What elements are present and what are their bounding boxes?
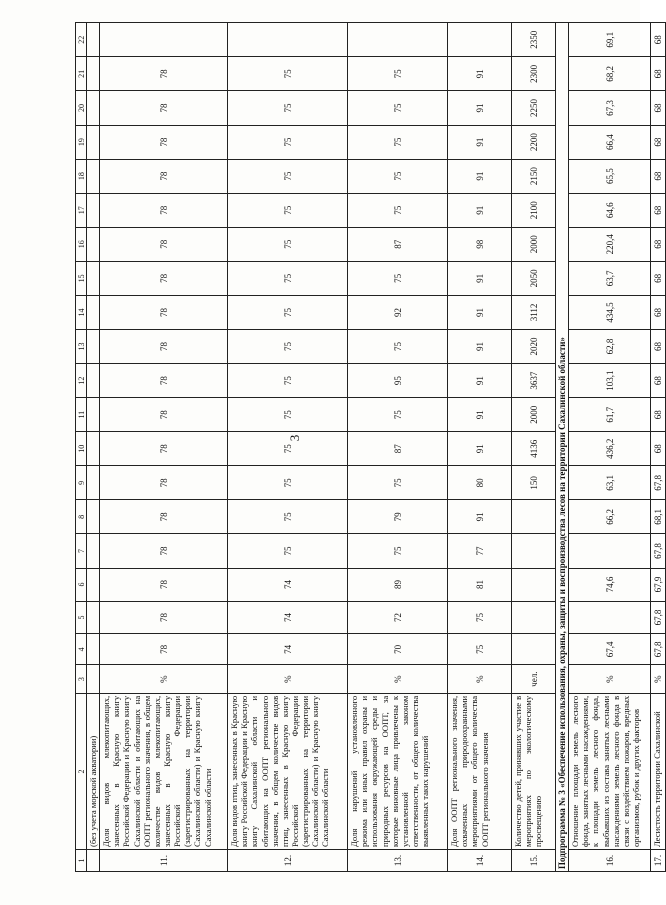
value-cell: 80	[448, 466, 512, 500]
table-cell	[87, 23, 100, 57]
value-cell: 68,2	[569, 57, 651, 91]
value-cell: 75	[228, 159, 348, 193]
value-cell: 2350	[512, 23, 556, 57]
table-cell	[87, 364, 100, 398]
value-cell: 75	[348, 57, 448, 91]
value-cell: 78	[100, 432, 228, 466]
table-cell	[87, 850, 100, 872]
value-cell: 75	[348, 91, 448, 125]
value-cell: 62,8	[569, 329, 651, 363]
column-number-cell: 20	[76, 91, 87, 125]
value-cell: 78	[100, 193, 228, 227]
value-cell: 68	[651, 57, 666, 91]
value-cell: 68	[651, 91, 666, 125]
value-cell: 65,5	[569, 159, 651, 193]
value-cell: 68	[651, 364, 666, 398]
value-cell: 89	[348, 568, 448, 601]
table-cell	[87, 398, 100, 432]
column-number-cell: 4	[76, 634, 87, 665]
value-cell: 91	[448, 329, 512, 363]
column-number-cell: 22	[76, 23, 87, 57]
value-cell: 75	[228, 398, 348, 432]
value-cell: 79	[348, 500, 448, 534]
column-number-cell: 1	[76, 850, 87, 872]
value-cell: 68	[651, 125, 666, 159]
value-cell: 68	[651, 227, 666, 261]
value-cell: 78	[100, 601, 228, 634]
value-cell: 75	[228, 500, 348, 534]
row-unit: чел.	[512, 665, 556, 694]
row-number: 12.	[228, 850, 348, 872]
value-cell: 2000	[512, 398, 556, 432]
value-cell: 75	[228, 91, 348, 125]
table-row	[348, 23, 448, 872]
value-cell: 2250	[512, 91, 556, 125]
value-cell	[512, 534, 556, 568]
row-unit: %	[651, 665, 666, 694]
value-cell: 87	[348, 227, 448, 261]
row-name: Доля видов млекопитающих, занесенных в Красную книгу Российской Федерации и Красную книгу Сахалинской области и обитающих на ООПТ регионального значения, в общем количестве видов млекопитающих, занесенных в Красную книгу Российской Федерации (зарегистрированных на территории Сахалинской области) и Красную книгу Сахалинской области	[100, 693, 228, 849]
table-row	[569, 23, 651, 872]
column-number-cell: 7	[76, 534, 87, 568]
table-row	[448, 23, 512, 872]
value-cell: 61,7	[569, 398, 651, 432]
value-cell: 74	[228, 568, 348, 601]
value-cell: 78	[100, 57, 228, 91]
table-cell	[87, 534, 100, 568]
value-cell: 91	[448, 57, 512, 91]
value-cell: 74,6	[569, 568, 651, 601]
value-cell: 68	[651, 432, 666, 466]
value-cell: 91	[448, 159, 512, 193]
value-cell: 75	[348, 534, 448, 568]
value-cell: 2300	[512, 57, 556, 91]
value-cell: 98	[448, 227, 512, 261]
column-number-cell: 3	[76, 665, 87, 694]
column-number-cell: 12	[76, 364, 87, 398]
value-cell: 2100	[512, 193, 556, 227]
value-cell: 75	[348, 329, 448, 363]
row-number: 14.	[448, 850, 512, 872]
value-cell: 2200	[512, 125, 556, 159]
value-cell: 75	[348, 466, 448, 500]
value-cell: 2050	[512, 261, 556, 295]
value-cell: 92	[348, 295, 448, 329]
row-name: Количество детей, принявших участие в мероприятиях по экологическому просвещению	[512, 693, 556, 849]
value-cell: 63,1	[569, 466, 651, 500]
row-unit: %	[448, 665, 512, 694]
value-cell: 68	[651, 159, 666, 193]
value-cell: 75	[348, 125, 448, 159]
value-cell: 64,6	[569, 193, 651, 227]
value-cell	[512, 568, 556, 601]
row-name: Доля видов птиц, занесенных в Красную книгу Российской Федерации и Красную книгу Сахалинской области и обитающих на ООПТ регионального значения, в общем количестве видов птиц, занесенных в Красную книгу Российской Федерации (зарегистрированных на территории Сахалинской области) и Красную книгу Сахалинской области	[228, 693, 348, 849]
table-cell	[87, 500, 100, 534]
table-row	[87, 23, 100, 872]
table-row	[228, 23, 348, 872]
value-cell: 81	[448, 568, 512, 601]
value-cell: 436,2	[569, 432, 651, 466]
value-cell: 95	[348, 364, 448, 398]
value-cell: 74	[228, 601, 348, 634]
value-cell: 78	[100, 398, 228, 432]
column-number-cell: 9	[76, 466, 87, 500]
row-unit: %	[569, 665, 651, 694]
table-body	[76, 23, 666, 872]
value-cell: 91	[448, 364, 512, 398]
value-cell: 75	[228, 432, 348, 466]
value-cell	[348, 23, 448, 57]
value-cell	[512, 601, 556, 634]
value-cell	[512, 634, 556, 665]
value-cell: 75	[228, 57, 348, 91]
column-number-cell: 11	[76, 398, 87, 432]
value-cell: 220,4	[569, 227, 651, 261]
value-cell: 75	[348, 261, 448, 295]
column-number-cell: 6	[76, 568, 87, 601]
value-cell: 91	[448, 193, 512, 227]
value-cell	[100, 23, 228, 57]
value-cell: 75	[348, 159, 448, 193]
row-number: 13.	[348, 850, 448, 872]
value-cell: 68	[651, 261, 666, 295]
table-cell	[87, 568, 100, 601]
page-number: 3	[287, 434, 302, 442]
table-cell	[87, 91, 100, 125]
row-name: Доля ООПТ регионального значения, охваченных природоохранными мероприятиями от общего количества ООПТ регионального значения	[448, 693, 512, 849]
value-cell: 87	[348, 432, 448, 466]
table-row	[100, 23, 228, 872]
value-cell: 91	[448, 261, 512, 295]
indicator-table	[75, 22, 666, 872]
value-cell: 91	[448, 398, 512, 432]
column-number-cell: 21	[76, 57, 87, 91]
table-cell	[87, 159, 100, 193]
value-cell	[512, 500, 556, 534]
row-name: Отношение площади земель лесного фонда, занятых лесными насаждениями, к площади земель лесного фонда, выбывших из состава занятых лесными насаждениями земель лесного фонда в связи с воздействием пожаров, вредных организмов, рубок и других факторов	[569, 693, 651, 849]
value-cell: 75	[228, 329, 348, 363]
value-cell: 78	[100, 500, 228, 534]
value-cell: 67,3	[569, 91, 651, 125]
row-unit: %	[348, 665, 448, 694]
row-unit: %	[228, 665, 348, 694]
value-cell: 78	[100, 634, 228, 665]
value-cell: 78	[100, 466, 228, 500]
value-cell: 75	[448, 634, 512, 665]
row-name: Лесистость территории Сахалинской	[651, 693, 666, 849]
table-cell	[87, 329, 100, 363]
value-cell: 68,1	[651, 500, 666, 534]
value-cell: 75	[228, 125, 348, 159]
table-cell	[87, 466, 100, 500]
column-number-row	[76, 23, 87, 872]
top-row-text: (без учета морской акватории)	[87, 693, 100, 849]
column-number-cell: 2	[76, 693, 87, 849]
value-cell: 63,7	[569, 261, 651, 295]
section-row	[556, 23, 569, 872]
column-number-cell: 10	[76, 432, 87, 466]
value-cell: 78	[100, 125, 228, 159]
table-cell	[87, 227, 100, 261]
value-cell: 91	[448, 125, 512, 159]
value-cell: 78	[100, 534, 228, 568]
value-cell: 4136	[512, 432, 556, 466]
value-cell: 91	[448, 432, 512, 466]
column-number-cell: 14	[76, 295, 87, 329]
value-cell: 75	[228, 534, 348, 568]
value-cell: 75	[448, 601, 512, 634]
value-cell: 78	[100, 295, 228, 329]
value-cell: 74	[228, 634, 348, 665]
value-cell: 103,1	[569, 364, 651, 398]
value-cell: 77	[448, 534, 512, 568]
value-cell: 75	[228, 364, 348, 398]
table-cell	[87, 193, 100, 227]
value-cell: 2150	[512, 159, 556, 193]
table-cell	[87, 634, 100, 665]
value-cell: 78	[100, 227, 228, 261]
row-name: Доля нарушений установленного режима или иных правил охраны и использования окружающей среды и природных ресурсов на ООПТ, за которые виновные лица привлечены к установленной законом ответственности, от общего количества выявленных таких нарушений	[348, 693, 448, 849]
value-cell: 68	[651, 193, 666, 227]
table-row	[651, 23, 666, 872]
value-cell: 68	[651, 23, 666, 57]
rotated-table-container	[75, 22, 664, 872]
value-cell: 66,2	[569, 500, 651, 534]
column-number-cell: 16	[76, 227, 87, 261]
value-cell: 3637	[512, 364, 556, 398]
value-cell: 78	[100, 568, 228, 601]
value-cell: 67,9	[651, 568, 666, 601]
table-cell	[87, 57, 100, 91]
value-cell: 75	[228, 227, 348, 261]
value-cell: 75	[348, 398, 448, 432]
value-cell	[569, 601, 651, 634]
value-cell: 67,4	[569, 634, 651, 665]
column-number-cell: 19	[76, 125, 87, 159]
table-cell	[87, 432, 100, 466]
value-cell: 68	[651, 329, 666, 363]
table-cell	[87, 665, 100, 694]
value-cell: 75	[348, 193, 448, 227]
value-cell: 3112	[512, 295, 556, 329]
value-cell: 91	[448, 91, 512, 125]
value-cell: 2000	[512, 227, 556, 261]
value-cell: 91	[448, 295, 512, 329]
value-cell: 78	[100, 261, 228, 295]
value-cell: 78	[100, 329, 228, 363]
column-number-cell: 15	[76, 261, 87, 295]
value-cell	[448, 23, 512, 57]
table-cell	[87, 125, 100, 159]
value-cell: 68	[651, 398, 666, 432]
table-cell	[87, 601, 100, 634]
value-cell: 2020	[512, 329, 556, 363]
row-number: 16.	[569, 850, 651, 872]
value-cell: 75	[228, 261, 348, 295]
section-title: Подпрограмма № 3 «Обеспечение использования, охраны, защиты и воспроизводства лесов на территории Сахалинской области»	[556, 23, 569, 872]
column-number-cell: 17	[76, 193, 87, 227]
value-cell: 91	[448, 500, 512, 534]
value-cell: 72	[348, 601, 448, 634]
value-cell: 66,4	[569, 125, 651, 159]
value-cell: 78	[100, 364, 228, 398]
value-cell: 68	[651, 295, 666, 329]
row-number: 11.	[100, 850, 228, 872]
table-row	[512, 23, 556, 872]
table-cell	[87, 295, 100, 329]
value-cell: 78	[100, 159, 228, 193]
value-cell: 67,8	[651, 534, 666, 568]
value-cell: 434,5	[569, 295, 651, 329]
value-cell: 67,8	[651, 466, 666, 500]
column-number-cell: 8	[76, 500, 87, 534]
row-number: 17.	[651, 850, 666, 872]
column-number-cell: 13	[76, 329, 87, 363]
value-cell: 75	[228, 193, 348, 227]
value-cell: 78	[100, 91, 228, 125]
column-number-cell: 5	[76, 601, 87, 634]
value-cell: 75	[228, 466, 348, 500]
table-cell	[87, 261, 100, 295]
column-number-cell: 18	[76, 159, 87, 193]
value-cell: 67,8	[651, 601, 666, 634]
row-number: 15.	[512, 850, 556, 872]
value-cell: 75	[228, 295, 348, 329]
value-cell	[228, 23, 348, 57]
value-cell	[569, 534, 651, 568]
value-cell: 150	[512, 466, 556, 500]
value-cell: 69,1	[569, 23, 651, 57]
value-cell: 67,8	[651, 634, 666, 665]
value-cell: 70	[348, 634, 448, 665]
row-unit: %	[100, 665, 228, 694]
